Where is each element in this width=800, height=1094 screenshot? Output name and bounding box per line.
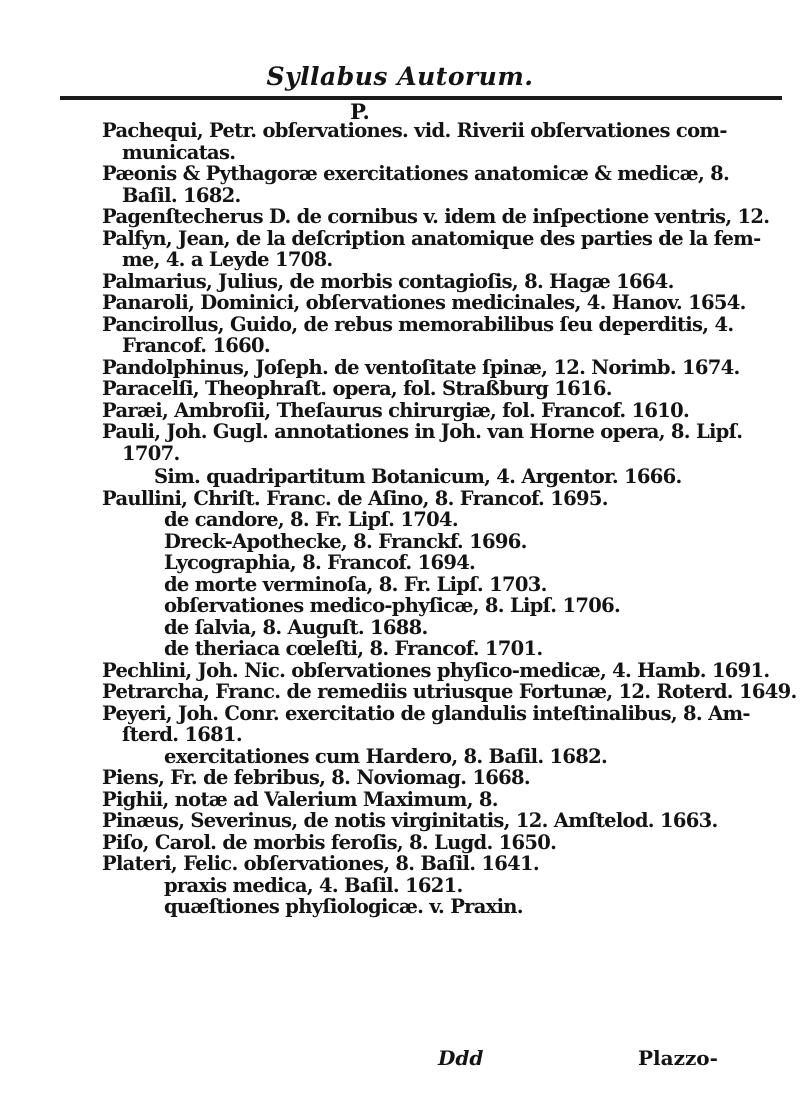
bibliography-entry: Palfyn, Jean, de la deſcription anatomique des parties de la fem-	[102, 226, 761, 250]
bibliography-entry: Pechlini, Joh. Nic. obſervationes phyſico-medicæ, 4. Hamb. 1691.	[102, 658, 770, 682]
bibliography-list	[102, 120, 800, 918]
bibliography-entry-continuation: de ſalvia, 8. Auguſt. 1688.	[164, 615, 428, 639]
bibliography-entry: Petrarcha, Franc. de remediis utriusque Fortunæ, 12. Roterd. 1649.	[102, 680, 797, 703]
bibliography-entry-continuation: Lycographia, 8. Francof. 1694.	[164, 551, 476, 574]
bibliography-entry-continuation: Francof. 1660.	[122, 334, 270, 357]
bibliography-entry: Paullini, Chriſt. Franc. de Aſino, 8. Francof. 1695.	[102, 486, 608, 510]
bibliography-entry: Pighii, notæ ad Valerium Maximum, 8.	[102, 787, 498, 811]
bibliography-entry-continuation: me, 4. a Leyde 1708.	[122, 248, 333, 271]
bibliography-entry-continuation: municatas.	[122, 140, 236, 164]
bibliography-entry-continuation: de theriaca cœleſti, 8. Francof. 1701.	[164, 637, 543, 660]
bibliography-entry: Panaroli, Dominici, obſervationes medicinales, 4. Hanov. 1654.	[102, 291, 746, 314]
bibliography-entry-continuation: Sim. quadripartitum Botanicum, 4. Argentor. 1666.	[154, 465, 682, 488]
bibliography-entry-continuation: de candore, 8. Fr. Lipſ. 1704.	[164, 508, 458, 531]
bibliography-entry: Piens, Fr. de febribus, 8. Noviomag. 1668.	[102, 766, 530, 789]
catchword: Plazzo-	[638, 1046, 718, 1070]
bibliography-entry: Peyeri, Joh. Conr. exercitatio de glandulis inteſtinalibus, 8. Am-	[102, 701, 750, 725]
bibliography-entry: Pæonis & Pythagoræ exercitationes anatomicæ & medicæ, 8.	[102, 162, 730, 185]
signature-mark: Ddd	[438, 1046, 484, 1070]
bibliography-entry-continuation: exercitationes cum Hardero, 8. Baſil. 1682.	[164, 744, 608, 768]
bibliography-entry: Pinæus, Severinus, de notis virginitatis, 12. Amſtelod. 1663.	[102, 809, 718, 832]
bibliography-entry: Pancirollus, Guido, de rebus memorabilibus ſeu deperditis, 4.	[102, 312, 734, 336]
bibliography-entry-continuation: de morte verminoſa, 8. Fr. Lipſ. 1703.	[164, 572, 547, 596]
bibliography-entry-continuation: obſervationes medico-phyſicæ, 8. Lipſ. 1706.	[164, 594, 621, 617]
bibliography-entry: Palmarius, Julius, de morbis contagioſis, 8. Hagæ 1664.	[102, 269, 674, 293]
bibliography-entry: Pauli, Joh. Gugl. annotationes in Joh. van Horne opera, 8. Lipſ.	[102, 420, 743, 443]
bibliography-entry: Pagenſtecherus D. de cornibus v. idem de inſpectione ventris, 12.	[102, 205, 770, 228]
section-letter: P.	[350, 99, 370, 124]
running-title: Syllabus Autorum.	[266, 62, 534, 91]
bibliography-entry: Plateri, Felic. obſervationes, 8. Baſil. 1641.	[102, 852, 539, 875]
bibliography-entry-continuation: Dreck-Apothecke, 8. Franckf. 1696.	[164, 529, 527, 553]
bibliography-entry: Piſo, Carol. de morbis feroſis, 8. Lugd. 1650.	[102, 830, 557, 854]
bibliography-entry-continuation: 1707.	[122, 441, 180, 465]
bibliography-entry: Paræi, Ambroſii, Theſaurus chirurgiæ, fol. Francof. 1610.	[102, 398, 690, 422]
bibliography-entry-continuation: ſterd. 1681.	[122, 723, 242, 746]
bibliography-entry-continuation: quæſtiones phyſiologicæ. v. Praxin.	[164, 895, 523, 918]
bibliography-entry: Pachequi, Petr. obſervationes. vid. Riverii obſervationes com-	[102, 119, 727, 142]
bibliography-entry-continuation: praxis medica, 4. Baſil. 1621.	[164, 873, 463, 897]
bibliography-entry: Pandolphinus, Joſeph. de ventoſitate ſpinæ, 12. Norimb. 1674.	[102, 355, 740, 379]
bibliography-entry: Paracelſi, Theophraſt. opera, fol. Straßburg 1616.	[102, 377, 612, 400]
bibliography-entry-continuation: Baſil. 1682.	[122, 183, 241, 207]
